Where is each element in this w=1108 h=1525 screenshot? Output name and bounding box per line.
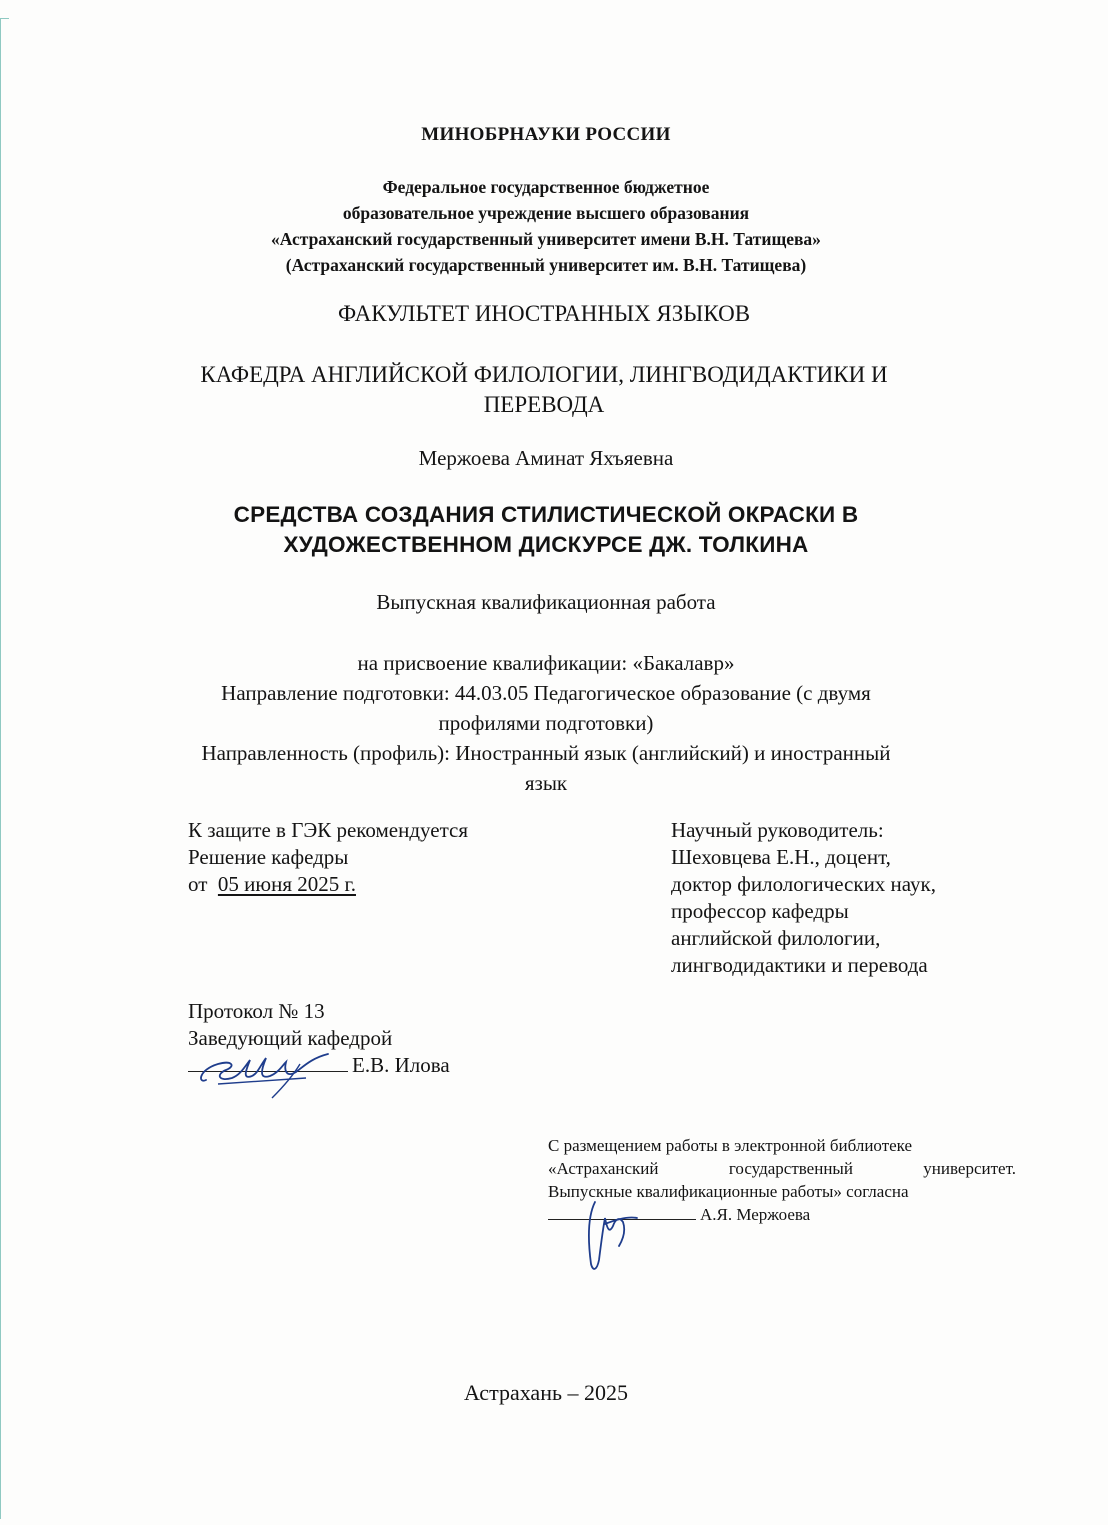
defense-recommendation bbox=[188, 817, 468, 898]
institution-line: образовательное учреждение высшего образования bbox=[342, 203, 750, 223]
head-signature bbox=[188, 1040, 358, 1100]
department-line: ПЕРЕВОДА bbox=[483, 392, 605, 417]
defense-date-row bbox=[188, 871, 468, 898]
head-name: Е.В. Илова bbox=[352, 1053, 450, 1077]
protocol-number: Протокол № 13 bbox=[188, 999, 325, 1023]
qualification-line: язык bbox=[524, 771, 568, 795]
supervisor-line: профессор кафедры bbox=[671, 899, 849, 923]
defense-line: Решение кафедры bbox=[188, 845, 349, 869]
qualification-line: на присвоение квалификации: «Бакалавр» bbox=[357, 651, 735, 675]
institution-name bbox=[0, 174, 1100, 278]
consent-line: Выпускные квалификационные работы» согласна bbox=[548, 1182, 909, 1201]
department-line: КАФЕДРА АНГЛИЙСКОЙ ФИЛОЛОГИИ, ЛИНГВОДИДАКТИКИ И bbox=[200, 362, 888, 387]
consent-line: «Астраханский государственный университет. bbox=[548, 1159, 1016, 1178]
date-prefix: от bbox=[188, 872, 208, 896]
qualification-info bbox=[0, 648, 1100, 798]
title-line: СРЕДСТВА СОЗДАНИЯ СТИЛИСТИЧЕСКОЙ ОКРАСКИ В bbox=[233, 502, 859, 527]
institution-line: (Астраханский государственный университет им. В.Н. Татищева) bbox=[285, 255, 807, 275]
author-signature bbox=[575, 1194, 655, 1274]
head-of-department-label: Заведующий кафедрой bbox=[188, 1026, 393, 1050]
city-year: Астрахань – 2025 bbox=[463, 1380, 629, 1405]
qualification-line: Направление подготовки: 44.03.05 Педагогическое образование (с двумя bbox=[221, 681, 871, 705]
supervisor-line: английской филологии, bbox=[671, 926, 881, 950]
faculty-name: ФАКУЛЬТЕТ ИНОСТРАННЫХ ЯЗЫКОВ bbox=[337, 301, 751, 326]
author-name: Мержоева Аминат Яхъяевна bbox=[418, 446, 674, 470]
defense-line: К защите в ГЭК рекомендуется bbox=[188, 818, 469, 842]
supervisor-line: лингводидактики и перевода bbox=[671, 953, 928, 977]
qualification-line: профилями подготовки) bbox=[438, 711, 654, 735]
thesis-title bbox=[0, 500, 1100, 560]
consent-signer: А.Я. Мержоева bbox=[700, 1205, 811, 1224]
supervisor-info bbox=[671, 817, 936, 979]
institution-line: «Астраханский государственный университет имени В.Н. Татищева» bbox=[271, 229, 821, 249]
supervisor-line: Научный руководитель: bbox=[671, 818, 884, 842]
work-type: Выпускная квалификационная работа bbox=[376, 590, 716, 614]
institution-line: Федеральное государственное бюджетное bbox=[382, 177, 710, 197]
supervisor-line: доктор филологических наук, bbox=[671, 872, 937, 896]
ministry-heading: МИНОБРНАУКИ РОССИИ bbox=[421, 124, 671, 145]
qualification-line: Направленность (профиль): Иностранный язык (английский) и иностранный bbox=[201, 741, 891, 765]
department-name bbox=[0, 360, 1098, 420]
title-line: ХУДОЖЕСТВЕННОМ ДИСКУРСЕ ДЖ. ТОЛКИНА bbox=[283, 532, 809, 557]
consent-line: С размещением работы в электронной библиотеке bbox=[548, 1136, 913, 1155]
supervisor-line: Шеховцева Е.Н., доцент, bbox=[671, 845, 891, 869]
defense-date: 05 июня 2025 г. bbox=[217, 872, 356, 896]
